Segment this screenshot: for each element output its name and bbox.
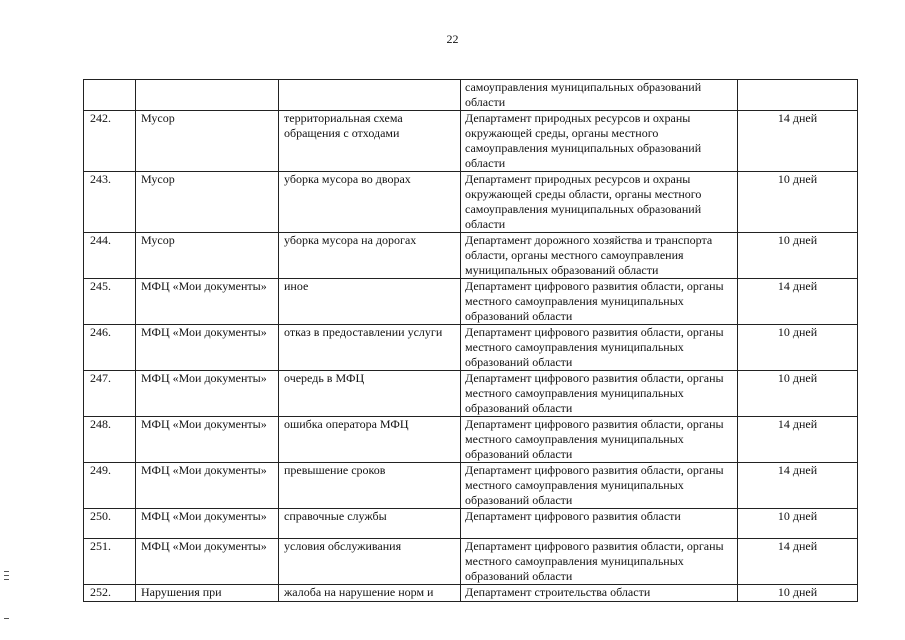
department-cell: Департамент дорожного хозяйства и транспорта области, органы местного самоуправления муниципальных образований области <box>461 233 738 279</box>
deadline-cell: 14 дней <box>738 279 858 325</box>
deadline-cell: 14 дней <box>738 111 858 172</box>
department-cell: Департамент цифрового развития области, органы местного самоуправления муниципальных образований области <box>461 325 738 371</box>
row-number: 242. <box>84 111 136 172</box>
table-row <box>84 371 858 417</box>
table-row <box>84 233 858 279</box>
topic-cell <box>136 80 279 111</box>
deadline-cell: 10 дней <box>738 371 858 417</box>
deadline-cell: 10 дней <box>738 585 858 602</box>
subtopic-cell <box>279 80 461 111</box>
row-number: 249. <box>84 463 136 509</box>
row-number: 251. <box>84 539 136 585</box>
department-cell: самоуправления муниципальных образований области <box>461 80 738 111</box>
topic-cell: МФЦ «Мои документы» <box>136 279 279 325</box>
topic-cell: МФЦ «Мои документы» <box>136 371 279 417</box>
deadline-cell: 10 дней <box>738 172 858 233</box>
subtopic-cell: отказ в предоставлении услуги <box>279 325 461 371</box>
deadline-cell: 14 дней <box>738 417 858 463</box>
subtopic-cell: уборка мусора на дорогах <box>279 233 461 279</box>
subtopic-cell: очередь в МФЦ <box>279 371 461 417</box>
table-row <box>84 417 858 463</box>
deadline-cell: 14 дней <box>738 539 858 585</box>
department-cell: Департамент цифрового развития области, органы местного самоуправления муниципальных образований области <box>461 463 738 509</box>
row-number: 248. <box>84 417 136 463</box>
topic-cell: Нарушения при <box>136 585 279 602</box>
row-number: 250. <box>84 509 136 539</box>
row-number: 245. <box>84 279 136 325</box>
row-number: 243. <box>84 172 136 233</box>
scan-margin-mark <box>4 571 9 572</box>
deadline-cell: 14 дней <box>738 463 858 509</box>
topic-cell: МФЦ «Мои документы» <box>136 539 279 585</box>
table-row <box>84 509 858 539</box>
department-cell: Департамент природных ресурсов и охраны окружающей среды области, органы местного самоуправления муниципальных образований области <box>461 172 738 233</box>
deadline-cell: 10 дней <box>738 509 858 539</box>
topic-cell: Мусор <box>136 233 279 279</box>
subtopic-cell: ошибка оператора МФЦ <box>279 417 461 463</box>
subtopic-cell: справочные службы <box>279 509 461 539</box>
department-cell: Департамент цифрового развития области, органы местного самоуправления муниципальных образований области <box>461 279 738 325</box>
scan-margin-mark <box>4 618 9 619</box>
deadline-cell <box>738 80 858 111</box>
deadline-cell: 10 дней <box>738 325 858 371</box>
routing-table <box>83 79 858 602</box>
table-row <box>84 463 858 509</box>
topic-cell: Мусор <box>136 111 279 172</box>
table-row <box>84 539 858 585</box>
subtopic-cell: территориальная схема обращения с отходами <box>279 111 461 172</box>
topic-cell: МФЦ «Мои документы» <box>136 325 279 371</box>
department-cell: Департамент природных ресурсов и охраны окружающей среды, органы местного самоуправления муниципальных образований области <box>461 111 738 172</box>
scan-margin-mark <box>4 575 9 576</box>
subtopic-cell: превышение сроков <box>279 463 461 509</box>
row-number <box>84 80 136 111</box>
subtopic-cell: иное <box>279 279 461 325</box>
subtopic-cell: условия обслуживания <box>279 539 461 585</box>
table-row <box>84 325 858 371</box>
topic-cell: Мусор <box>136 172 279 233</box>
deadline-cell: 10 дней <box>738 233 858 279</box>
subtopic-cell: жалоба на нарушение норм и <box>279 585 461 602</box>
department-cell: Департамент строительства области <box>461 585 738 602</box>
department-cell: Департамент цифрового развития области, органы местного самоуправления муниципальных образований области <box>461 417 738 463</box>
department-cell: Департамент цифрового развития области, органы местного самоуправления муниципальных образований области <box>461 371 738 417</box>
table-row <box>84 279 858 325</box>
topic-cell: МФЦ «Мои документы» <box>136 463 279 509</box>
department-cell: Департамент цифрового развития области, органы местного самоуправления муниципальных образований области <box>461 539 738 585</box>
row-number: 247. <box>84 371 136 417</box>
department-cell: Департамент цифрового развития области <box>461 509 738 539</box>
row-number: 244. <box>84 233 136 279</box>
page-number: 22 <box>446 32 459 46</box>
row-number: 246. <box>84 325 136 371</box>
topic-cell: МФЦ «Мои документы» <box>136 417 279 463</box>
table-row <box>84 80 858 111</box>
table-row <box>84 111 858 172</box>
subtopic-cell: уборка мусора во дворах <box>279 172 461 233</box>
table-row <box>84 172 858 233</box>
table-row <box>84 585 858 602</box>
topic-cell: МФЦ «Мои документы» <box>136 509 279 539</box>
scan-margin-mark <box>4 579 9 580</box>
row-number: 252. <box>84 585 136 602</box>
